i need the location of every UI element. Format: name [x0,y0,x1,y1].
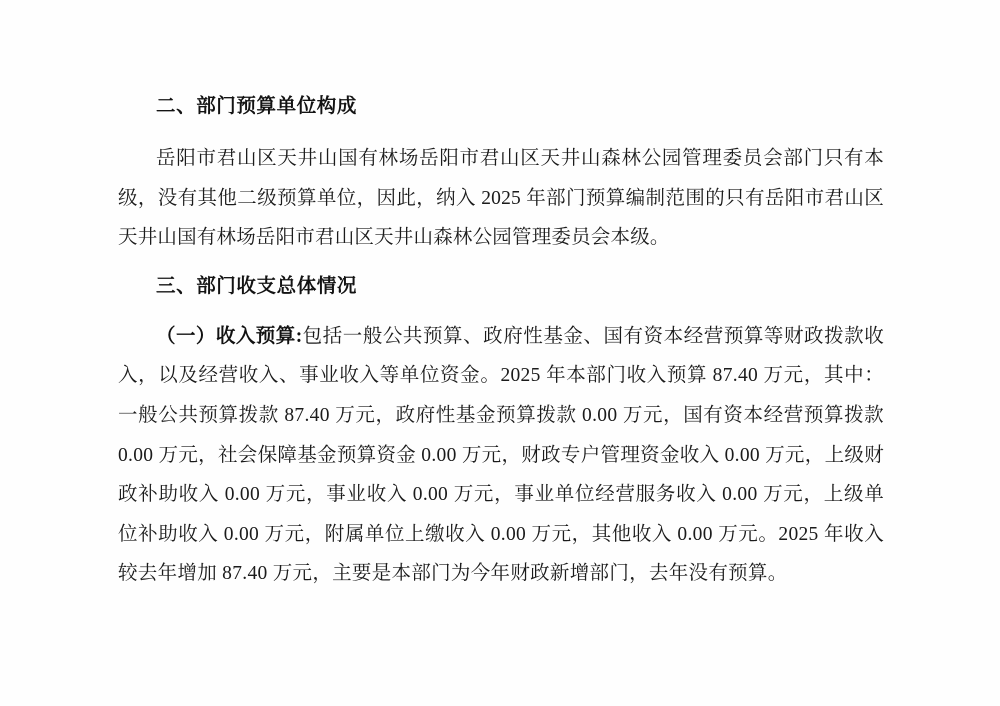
paragraph-budget-unit-composition: 岳阳市君山区天井山国有林场岳阳市君山区天井山森林公园管理委员会部门只有本级，没有其他二级预算单位，因此，纳入 2025 年部门预算编制范围的只有岳阳市君山区天井山国有林场岳阳市君山区天井山森林公园管理委员会本级。 [118,148,884,249]
paragraph-income-budget [118,317,884,594]
spacer [118,125,884,139]
spacer [118,258,884,268]
document-body [118,88,884,594]
section-heading-revenue-expenditure-overview: 三、部门收支总体情况 [156,275,358,297]
paragraph-income-budget-text: 包括一般公共预算、政府性基金、国有资本经营预算等财政拨款收入，以及经营收入、事业收入等单位资金。2025 年本部门收入预算 87.40 万元，其中：一般公共预算拨款 87.40 万元，政府性基金预算拨款 0.00 万元，国有资本经营预算拨款 0.00 万元，社会保障基金预算资金 0.00 万元，财政专户管理资金收入 0.00 万元，上级财政补助收入 0.00 万元，事业收入 0.00 万元，事业单位经营服务收入 0.00 万元，上级单位补助收入 0.00 万元，附属单位上缴收入 0.00 万元，其他收入 0.00 万元。2025 年收入较去年增加 87.40 万元，主要是本部门为今年财政新增部门，去年没有预算。 [118,325,885,585]
spacer [118,305,884,317]
paragraph-income-budget-lead: （一）收入预算: [156,325,303,347]
section-heading-budget-unit-composition: 二、部门预算单位构成 [156,96,358,117]
